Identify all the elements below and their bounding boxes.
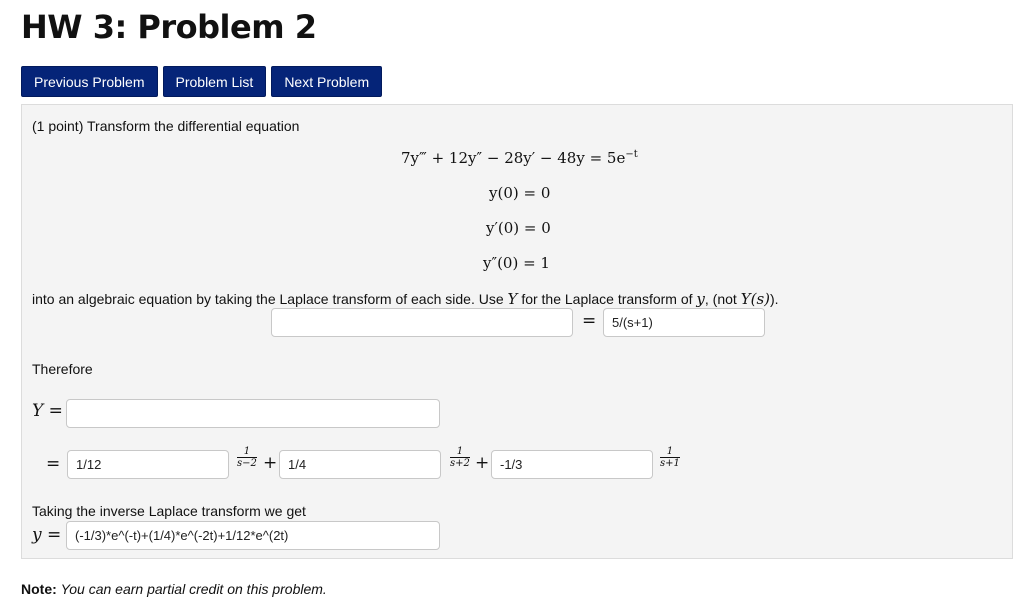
previous-problem-button[interactable]: Previous Problem — [21, 66, 158, 97]
Y-label: Y = — [32, 401, 63, 421]
transform-lhs-input[interactable] — [271, 308, 573, 337]
coefficient-3-input[interactable]: -1/3 — [491, 450, 653, 479]
equation-exponent: −t — [625, 149, 638, 160]
partial-fraction-equals: = — [46, 454, 61, 474]
Y-input[interactable] — [66, 399, 440, 428]
problem-list-button[interactable]: Problem List — [163, 66, 267, 97]
problem-panel — [21, 104, 1013, 559]
partial-credit-note: Note: You can earn partial credit on this problem. — [21, 581, 327, 597]
plus-sign-2: + — [475, 453, 490, 473]
plus-sign-1: + — [263, 453, 278, 473]
transform-rhs-field[interactable]: 5/(s+1) — [603, 308, 765, 337]
y-label: y = — [32, 525, 62, 545]
coefficient-2-input[interactable]: 1/4 — [279, 450, 441, 479]
problem-nav — [21, 66, 382, 97]
fraction-1-over-s-plus-1: $\frac{1}{s+1}$ — [660, 446, 680, 469]
inverse-transform-text: Taking the inverse Laplace transform we get — [32, 503, 306, 519]
transform-equals-sign: = — [582, 311, 597, 331]
coefficient-1-input[interactable]: 1/12 — [67, 450, 229, 479]
initial-condition-2: y′(0) = 0 — [486, 219, 551, 237]
y-solution-input[interactable]: (-1/3)*e^(-t)+(1/4)*e^(-2t)+1/12*e^(2t) — [66, 521, 440, 550]
main-equation: 7y‴ + $12y'' - 28y' - 48y = 5e^{-t}$ — [401, 149, 638, 167]
page-title: HW 3: Problem 2 — [21, 8, 317, 46]
fraction-1-over-s-plus-2: $\frac{1}{s+2}$ — [450, 446, 470, 469]
therefore-label: Therefore — [32, 361, 93, 377]
initial-condition-3: y″(0) = 1 — [483, 254, 550, 272]
problem-intro: (1 point) Transform the differential equation — [32, 118, 300, 134]
next-problem-button[interactable]: Next Problem — [271, 66, 382, 97]
instruction-text: into an algebraic equation by taking the Laplace transform of each side. Use Y for the Laplace transform of y, (not Y(s)). — [32, 290, 779, 308]
initial-condition-1: y(0) = 0 — [489, 184, 551, 202]
fraction-1-over-s-minus-2: $\frac{1}{s-2}$ — [237, 446, 257, 469]
